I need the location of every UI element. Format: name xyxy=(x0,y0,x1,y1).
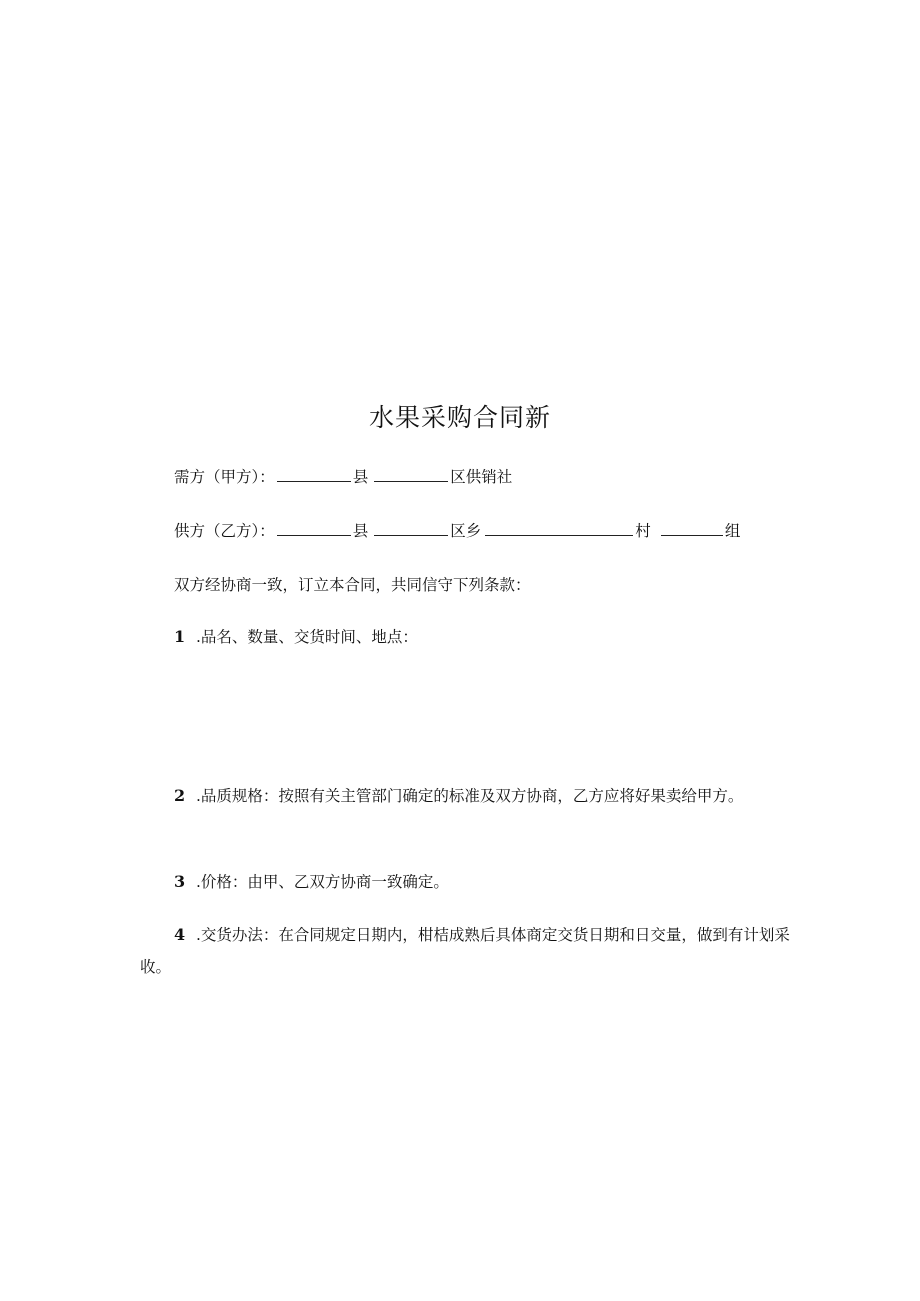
clause-2-text: .品质规格：按照有关主管部门确定的标准及双方协商，乙方应将好果卖给甲方。 xyxy=(196,787,744,805)
clause-3-text: .价格：由甲、乙双方协商一致确定。 xyxy=(196,873,449,891)
buyer-district-blank xyxy=(374,467,448,482)
buyer-county-suffix: 县 xyxy=(352,468,369,486)
preamble: 双方经协商一致，订立本合同，共同信守下列条款： xyxy=(174,576,531,594)
document-title: 水果采购合同新 xyxy=(368,403,551,432)
supplier-district-blank xyxy=(374,521,448,536)
clause-1-number: 1 xyxy=(174,627,186,646)
clause-3 xyxy=(140,866,790,898)
clause-4-text: .交货办法：在合同规定日期内，柑桔成熟后具体商定交货日期和日交量，做到有计划采收。 xyxy=(140,926,790,976)
buyer-label: 需方（甲方）： xyxy=(174,468,275,486)
buyer-line xyxy=(174,467,512,487)
clause-3-number: 3 xyxy=(174,872,186,891)
supplier-district-suffix: 区乡 xyxy=(450,522,482,540)
buyer-county-blank xyxy=(277,467,351,482)
supplier-county-suffix: 县 xyxy=(352,522,369,540)
supplier-line xyxy=(174,521,740,541)
supplier-label: 供方（乙方）： xyxy=(174,522,275,540)
supplier-village-suffix: 村 xyxy=(635,522,651,540)
supplier-group-blank xyxy=(661,521,723,536)
clause-2 xyxy=(140,780,790,812)
supplier-county-blank xyxy=(277,521,351,536)
clause-4 xyxy=(140,919,790,983)
clause-2-number: 2 xyxy=(174,786,186,805)
clause-1-text: .品名、数量、交货时间、地点： xyxy=(196,628,418,646)
supplier-group-suffix: 组 xyxy=(724,522,741,540)
supplier-village-blank xyxy=(485,521,633,536)
buyer-district-suffix: 区供销社 xyxy=(450,468,513,486)
clause-4-number: 4 xyxy=(174,925,186,944)
clause-1 xyxy=(174,627,418,647)
